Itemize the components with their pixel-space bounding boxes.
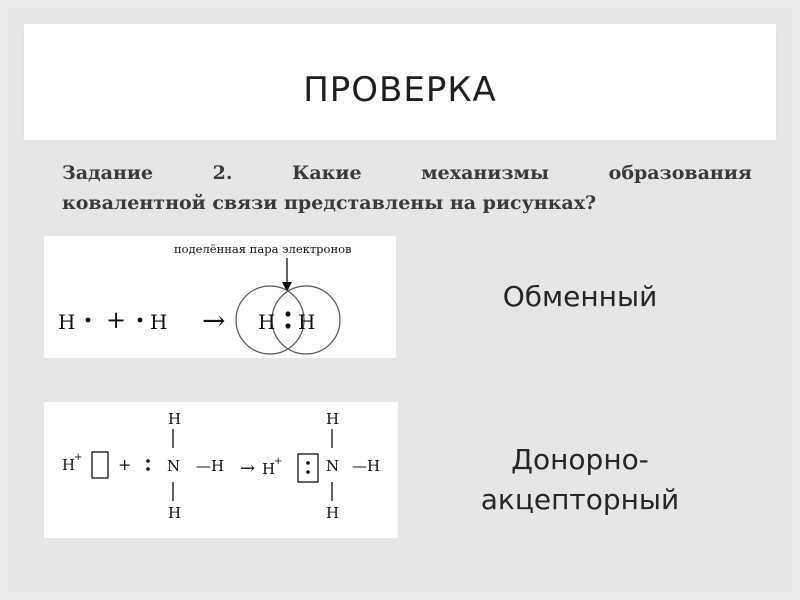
product-n: N: [326, 457, 340, 475]
electron-dot: [86, 318, 91, 323]
answer-donor-line2: акцепторный: [480, 483, 680, 516]
atom-h-left: H: [58, 310, 76, 334]
task-word: 2.: [212, 162, 233, 184]
task-text: [62, 158, 752, 218]
reaction-arrow: →: [240, 458, 256, 479]
product-atom-h1: H: [258, 310, 276, 334]
product-proton-charge: +: [274, 456, 283, 467]
product-h-top: H: [326, 410, 340, 428]
shared-electron-dot: [285, 323, 290, 328]
proton-charge: +: [74, 452, 83, 463]
task-word: Какие: [292, 162, 362, 184]
donor-acceptor-diagram: [44, 402, 398, 538]
exchange-diagram-svg: [44, 236, 396, 358]
reaction-arrow: →: [202, 304, 226, 337]
shared-pair-caption: поделённая пара электронов: [174, 242, 352, 256]
shared-pair-dot: [306, 461, 310, 465]
ammonia-h-bottom: H: [168, 504, 182, 522]
shared-electron-dot: [285, 311, 290, 316]
lone-pair-dot: [146, 459, 150, 463]
donor-acceptor-svg: [44, 402, 398, 538]
task-word: механизмы: [421, 162, 550, 184]
product-proton-h: H: [262, 460, 276, 478]
task-line-1: [62, 158, 752, 188]
lone-pair-dot: [146, 467, 150, 471]
product-h-bottom: H: [326, 504, 340, 522]
task-word: образования: [608, 162, 752, 184]
ammonia-h-right: —H: [196, 457, 225, 475]
exchange-mechanism-diagram: [44, 236, 396, 358]
answer-donor-line1: Донорно-: [511, 443, 649, 476]
electron-dot: [138, 318, 143, 323]
product-atom-h2: H: [298, 310, 316, 334]
answer-donor-acceptor: [440, 440, 720, 520]
proton-h: H: [62, 456, 76, 474]
plus-sign: +: [118, 455, 132, 474]
empty-orbital-box: [92, 452, 108, 478]
ammonia-h-top: H: [168, 410, 182, 428]
plus-sign: +: [106, 306, 127, 334]
ammonia-n: N: [167, 457, 181, 475]
product-h-right: —H: [352, 457, 381, 475]
filled-orbital-box: [298, 454, 318, 482]
slide-title: ПРОВЕРКА: [303, 70, 497, 110]
atom-h-right: H: [150, 310, 168, 334]
shared-pair-dot: [306, 470, 310, 474]
task-word: Задание: [62, 162, 154, 184]
task-line-2: ковалентной связи представлены на рисунках?: [62, 192, 597, 214]
answer-exchange: Обменный: [502, 280, 658, 313]
